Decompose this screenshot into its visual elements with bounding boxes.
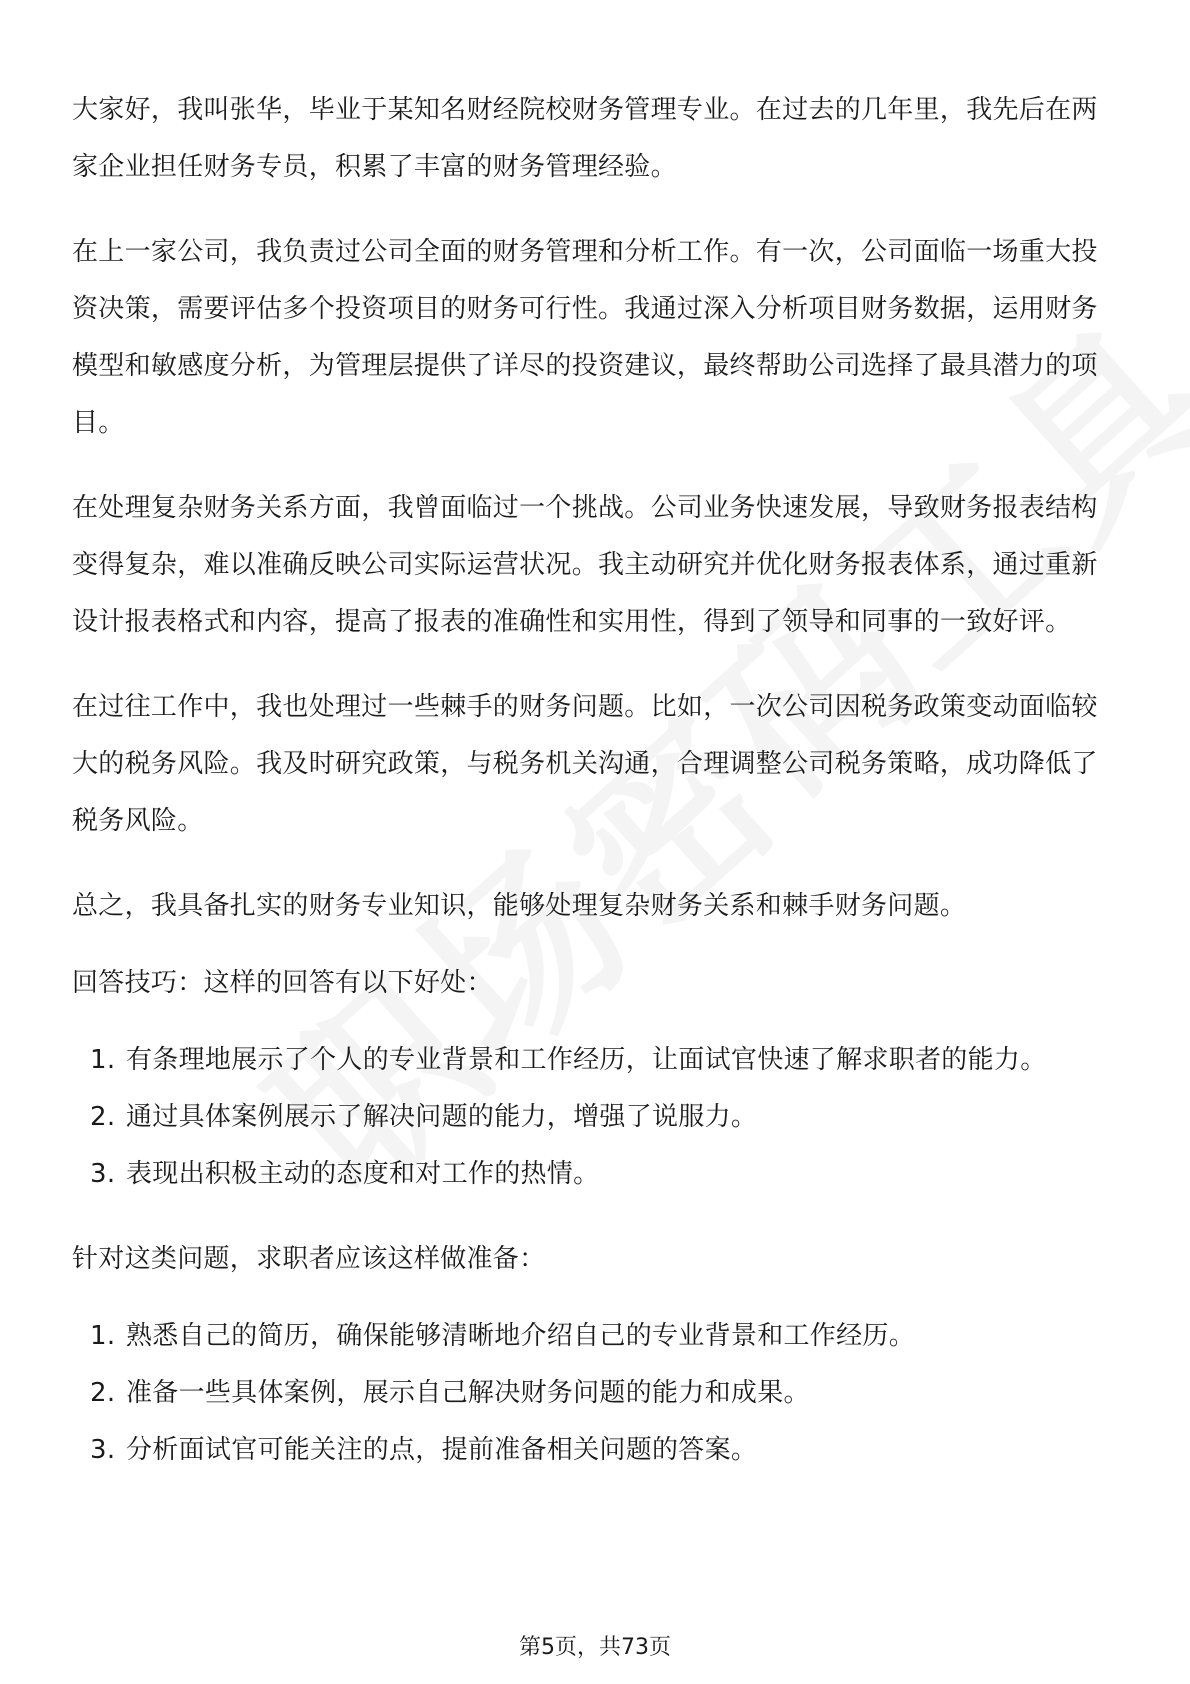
paragraph-investment-case: 在上一家公司，我负责过公司全面的财务管理和分析工作。有一次，公司面临一场重大投资决策，需要评估多个投资项目的财务可行性。我通过深入分析项目财务数据，运用财务模型和敏感度分析，为管理层提供了详尽的投资建议，最终帮助公司选择了最具潜力的项目。 xyxy=(72,237,1098,438)
list-item xyxy=(72,1089,1122,1146)
list-item-text: 通过具体案例展示了解决问题的能力，增强了说服力。 xyxy=(126,1102,758,1132)
list-item-text: 分析面试官可能关注的点，提前准备相关问题的答案。 xyxy=(126,1435,758,1465)
list-number: 2. xyxy=(90,1378,116,1408)
page-number: 第5页，共73页 xyxy=(519,1635,671,1660)
list-item-text: 准备一些具体案例，展示自己解决财务问题的能力和成果。 xyxy=(126,1378,810,1408)
list-number: 3. xyxy=(90,1435,116,1465)
list-item xyxy=(72,1365,1122,1422)
paragraph-summary: 总之，我具备扎实的财务专业知识，能够处理复杂财务关系和棘手财务问题。 xyxy=(72,891,967,921)
list-number: 2. xyxy=(90,1102,116,1132)
list-number: 3. xyxy=(90,1159,116,1189)
document-body xyxy=(72,82,1122,1507)
list-number: 1. xyxy=(90,1045,116,1075)
list-item xyxy=(72,1032,1122,1089)
paragraph-reporting-case: 在处理复杂财务关系方面，我曾面临过一个挑战。公司业务快速发展，导致财务报表结构变得复杂，难以准确反映公司实际运营状况。我主动研究并优化财务报表体系，通过重新设计报表格式和内容，提高了报表的准确性和实用性，得到了领导和同事的一致好评。 xyxy=(72,493,1098,637)
prep-list xyxy=(72,1308,1122,1479)
list-number: 1. xyxy=(90,1321,116,1351)
list-item xyxy=(72,1146,1122,1203)
tips-heading: 回答技巧：这样的回答有以下好处： xyxy=(72,968,493,998)
paragraph-tax-case: 在过往工作中，我也处理过一些棘手的财务问题。比如，一次公司因税务政策变动面临较大的税务风险。我及时研究政策，与税务机关沟通，合理调整公司税务策略，成功降低了税务风险。 xyxy=(72,692,1098,836)
list-item xyxy=(72,1422,1122,1479)
list-item-text: 有条理地展示了个人的专业背景和工作经历，让面试官快速了解求职者的能力。 xyxy=(126,1045,1047,1075)
prep-heading: 针对这类问题，求职者应该这样做准备： xyxy=(72,1244,546,1274)
list-item xyxy=(72,1308,1122,1365)
paragraph-intro: 大家好，我叫张华，毕业于某知名财经院校财务管理专业。在过去的几年里，我先后在两家企业担任财务专员，积累了丰富的财务管理经验。 xyxy=(72,95,1098,182)
list-item-text: 表现出积极主动的态度和对工作的热情。 xyxy=(126,1159,600,1189)
tips-list xyxy=(72,1032,1122,1203)
list-item-text: 熟悉自己的简历，确保能够清晰地介绍自己的专业背景和工作经历。 xyxy=(126,1321,916,1351)
